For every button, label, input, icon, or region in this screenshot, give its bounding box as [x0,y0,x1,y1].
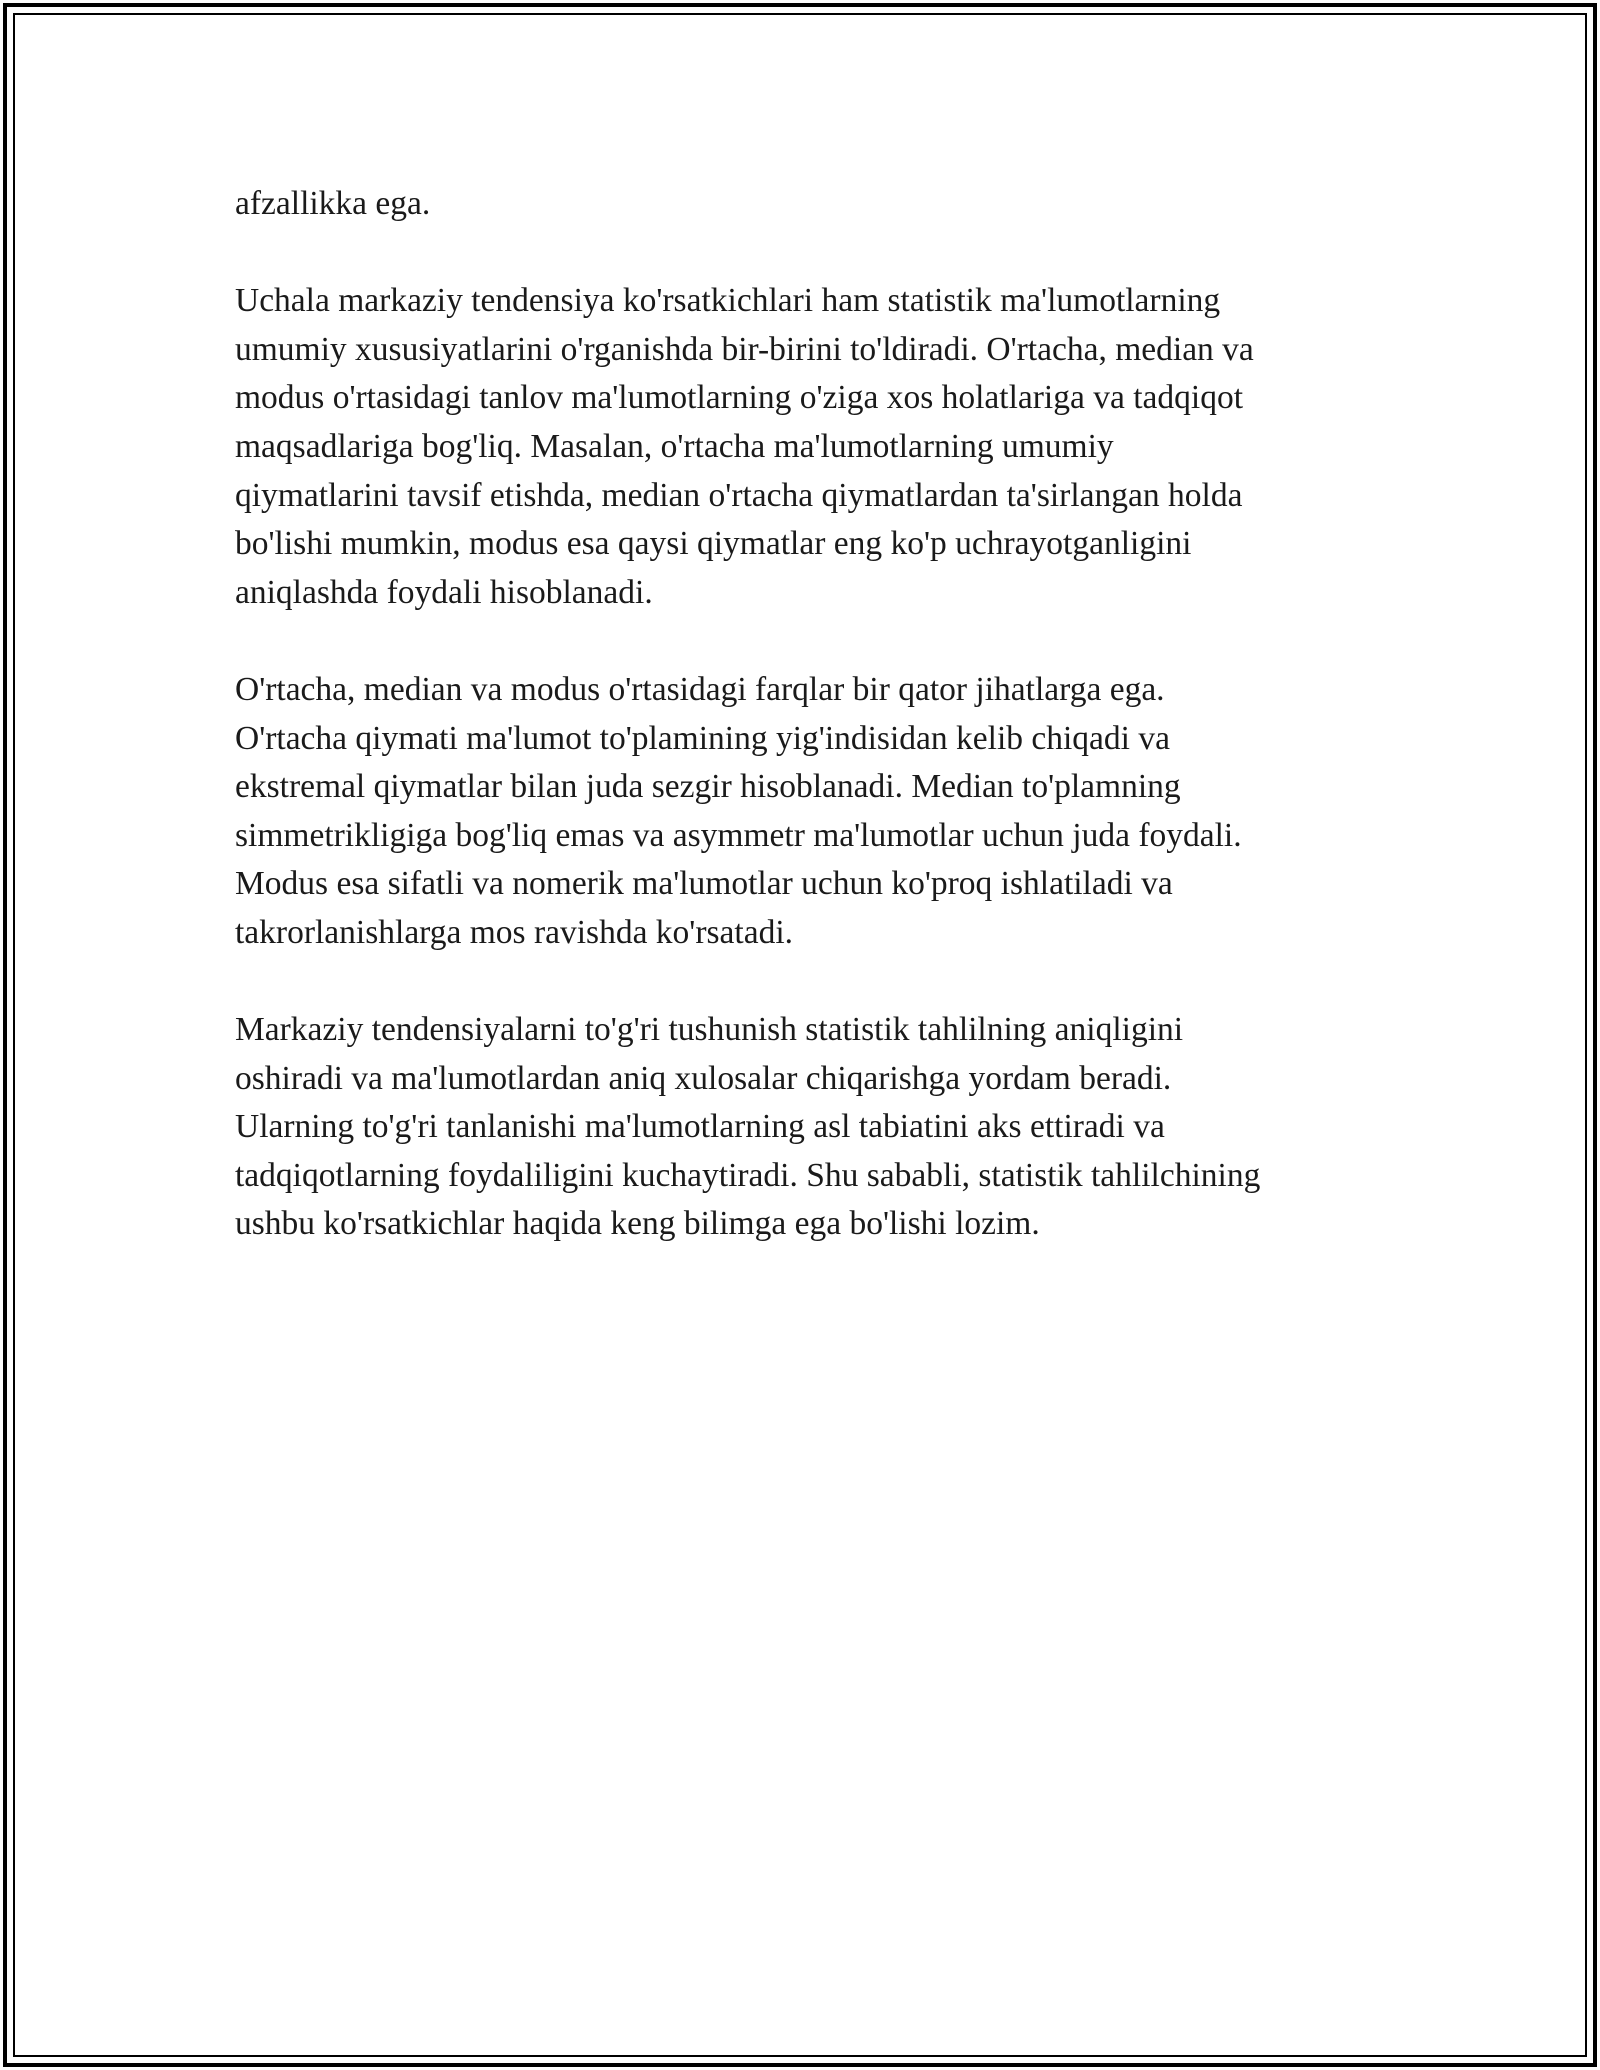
paragraph-1: afzallikka ega. [235,185,431,222]
paragraph-3: O'rtacha, median va modus o'rtasidagi farqlar bir qator jihatlarga ega. O'rtacha qiymati ma'lumot to'plamining yig'indisidan kelib chiqadi va ekstremal qiymatlar bilan juda sezgir hisoblanadi. Median to'plamning simmetrikligiga bog'liq emas va asymmetr ma'lumotlar uchun juda foydali. Modus esa sifatli va nomerik ma'lumotlar uchun ko'proq ishlatiladi va takrorlanishlarga mos ravishda ko'rsatadi. [235,670,1242,951]
document-body [235,180,1370,1298]
paragraph-2: Uchala markaziy tendensiya ko'rsatkichlari ham statistik ma'lumotlarning umumiy xususiyatlarini o'rganishda bir-birini to'ldiradi. O'rtacha, median va modus o'rtasidagi tanlov ma'lumotlarning o'ziga xos holatlariga va tadqiqot maqsadlariga bog'liq. Masalan, o'rtacha ma'lumotlarning umumiy qiymatlarini tavsif etishda, median o'rtacha qiymatlardan ta'sirlangan holda bo'lishi mumkin, modus esa qaysi qiymatlar eng ko'p uchrayotganligini aniqlashda foydali hisoblanadi. [235,282,1254,611]
paragraph-4: Markaziy tendensiyalarni to'g'ri tushunish statistik tahlilning aniqligini oshiradi va ma'lumotlardan aniq xulosalar chiqarishga yordam beradi. Ularning to'g'ri tanlanishi ma'lumotlarning asl tabiatini aks ettiradi va tadqiqotlarning foydaliligini kuchaytiradi. Shu sababli, statistik tahlilchining ushbu ko'rsatkichlar haqida keng bilimga ega bo'lishi lozim. [235,1011,1261,1243]
